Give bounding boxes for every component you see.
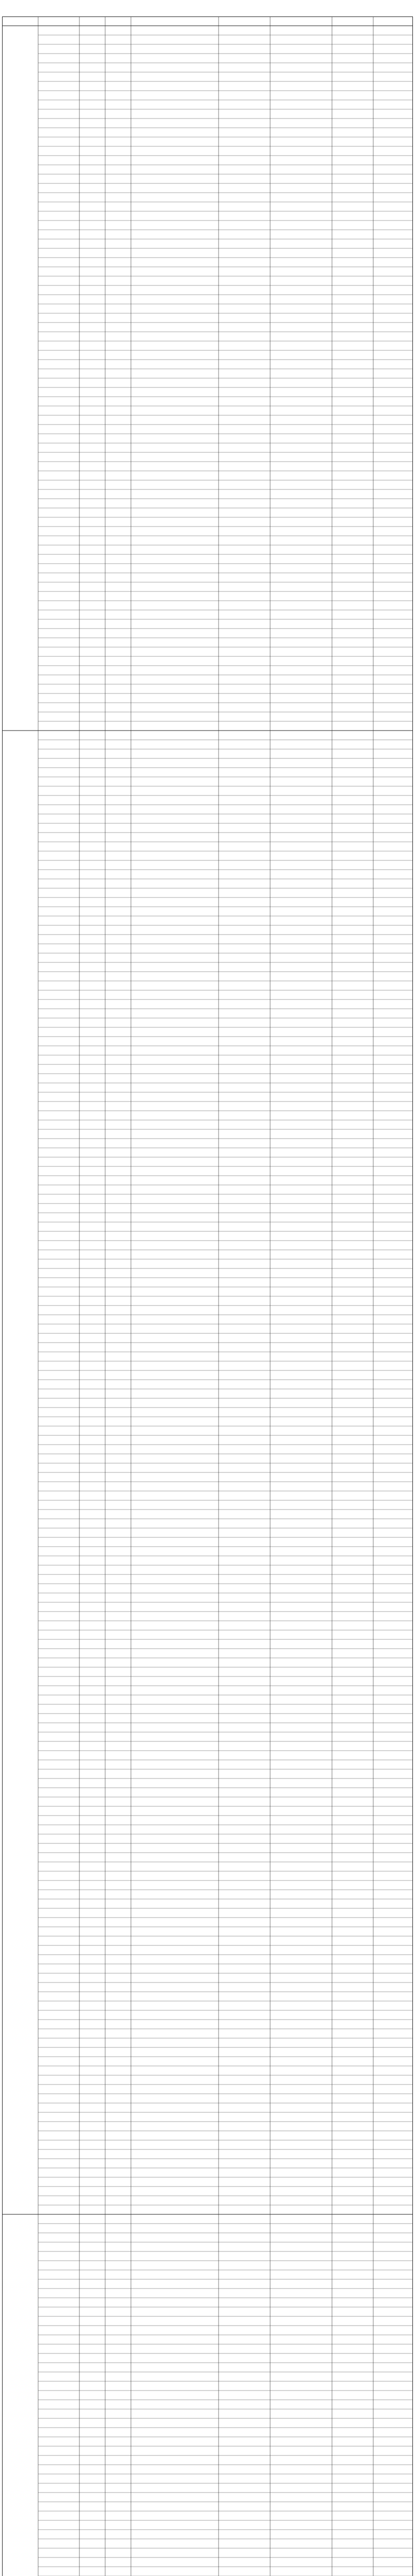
header-cell-6 — [219, 16, 270, 26]
group-label-2 — [2, 1469, 38, 1476]
ledger-table — [2, 16, 413, 2576]
document-title — [0, 2, 415, 9]
document-subtitle — [0, 9, 415, 15]
header-cell-5 — [131, 16, 219, 26]
header-cell-8 — [332, 16, 373, 26]
table-header-row — [2, 16, 413, 26]
header-cell-2 — [38, 16, 79, 26]
header-cell-4 — [105, 16, 131, 26]
group-label-1 — [2, 375, 38, 382]
header-cell-7 — [270, 16, 332, 26]
header-cell-9 — [373, 16, 413, 26]
table-border — [3, 17, 413, 2576]
header-cell-1 — [2, 16, 38, 26]
header-cell-3 — [79, 16, 105, 26]
table-grid — [2, 16, 413, 2576]
